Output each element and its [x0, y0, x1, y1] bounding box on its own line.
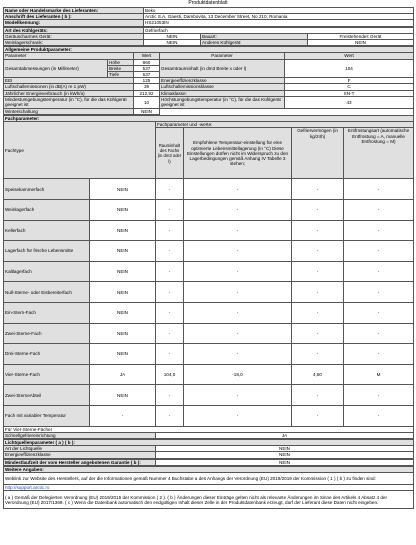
compartment-volume: -: [156, 200, 184, 221]
dimension-label: Tiefe: [108, 72, 134, 78]
compartment-freezing-capacity: -: [292, 200, 344, 221]
compartment-name: Drei-Sterne-Fach: [4, 344, 90, 365]
param-value: F: [285, 78, 414, 84]
param-value: 125: [134, 78, 160, 84]
dimension-value: 860: [134, 59, 160, 65]
param-value: 43: [285, 96, 414, 108]
param-row: [4, 96, 414, 108]
param-value: C: [285, 84, 414, 90]
compartment-freezing-capacity: -: [292, 323, 344, 344]
compartment-temperature: -: [184, 385, 292, 406]
device-row-value: NEIN: [144, 33, 201, 39]
compartment-heading: Fachparameter:: [4, 116, 414, 122]
compartment-defrost-type: -: [344, 241, 414, 262]
compartment-temperature: -: [184, 241, 292, 262]
compartment-row: [4, 303, 414, 324]
compartment-present: NEIN: [90, 261, 156, 282]
support-link[interactable]: http://support.arctic.ro: [5, 485, 50, 490]
col-parameter: Parameter: [160, 53, 285, 59]
compartment-present: NEIN: [90, 385, 156, 406]
model-label: Modellkennung:: [4, 20, 144, 26]
compartment-defrost-type: -: [344, 261, 414, 282]
device-row-value: NEIN: [144, 40, 201, 46]
compartment-defrost-type: -: [344, 385, 414, 406]
param-label: EEI: [4, 78, 134, 84]
compartment-name: Kellerfach: [4, 220, 90, 241]
compartment-present: -: [90, 405, 156, 426]
address-label: Anschrift des Lieferanten ( b ):: [4, 14, 144, 20]
compartment-volume: -: [156, 241, 184, 262]
dimension-value: 537: [134, 65, 160, 71]
compartment-temperature: -: [184, 220, 292, 241]
winter-switch-value: NEIN: [134, 108, 160, 114]
dimension-label: Breite: [108, 65, 134, 71]
compartment-present: JA: [90, 364, 156, 385]
compartment-freezing-capacity: -: [292, 344, 344, 365]
param-label: Mindestumgebungstemperatur (in °C), für die das Kühlgerät geeignet ist: [4, 96, 134, 108]
compartment-present: NEIN: [90, 220, 156, 241]
compartment-name: Null-Sterne- oder Eisbereiterfach: [4, 282, 90, 303]
light-type-label: Art der Lichtquelle: [4, 446, 156, 452]
compartment-row: [4, 364, 414, 385]
compartment-volume: -: [156, 303, 184, 324]
compartment-freezing-capacity: -: [292, 282, 344, 303]
winter-switch-label: Winterschaltung: [4, 108, 134, 114]
param-value: SN-T: [285, 90, 414, 96]
device-row-label: Bauart:: [201, 33, 308, 39]
compartment-row: [4, 179, 414, 200]
device-type-table: [3, 27, 414, 47]
compartment-present: NEIN: [90, 200, 156, 221]
col-defrost-type: Entfrostungsart (automatische Entfrostung = A, manuelle Entfrostung = M): [344, 128, 414, 179]
supplier-table: [3, 7, 414, 27]
compartment-freezing-capacity: -: [292, 179, 344, 200]
warranty-table: [3, 459, 414, 466]
compartment-freezing-capacity: -: [292, 303, 344, 324]
light-heading: Lichtquellenparameter ( a ) ( b ):: [4, 439, 414, 445]
notes-footnotes: ( a ) Gemäß der Delegierten Verordnung (EU) 2019/2015 der Kommission ( 2 ). ( b ) Änderungen dieser Einträge gelten nicht als relevante Änderungen im Sinne des Artikels 4 Absatz 4 der Verordnung (EU) 2017/1369. ( c ) Wenn die Datenbank automatisch den endgültigen Inhalt dieser Zelle in der Produktdatenbank erzeugt, darf der Lieferant diese Daten nicht eingeben.: [4, 491, 414, 509]
compartment-volume: -: [156, 344, 184, 365]
compartment-volume: -: [156, 323, 184, 344]
compartment-defrost-type: -: [344, 405, 414, 426]
param-value: 212,92: [134, 90, 160, 96]
volume-value: 104: [285, 59, 414, 78]
param-label: Klimaklasse:: [160, 90, 285, 96]
compartment-present: NEIN: [90, 303, 156, 324]
compartment-defrost-type: -: [344, 179, 414, 200]
compartment-row: [4, 241, 414, 262]
compartment-present: NEIN: [90, 282, 156, 303]
compartment-name: Lagerfach für frische Lebensmitte: [4, 241, 90, 262]
param-label: Luftschallemissionsklasse: [160, 84, 285, 90]
compartment-defrost-type: -: [344, 282, 414, 303]
device-row-value: NEIN: [308, 40, 414, 46]
compartment-volume: -: [156, 220, 184, 241]
compartment-present: NEIN: [90, 344, 156, 365]
notes-heading: Weitere Angaben:: [4, 466, 414, 472]
compartment-row: [4, 220, 414, 241]
model-value: HS21053IN: [144, 20, 414, 26]
sheet-title: Produktdatenblatt: [188, 0, 228, 6]
compartment-temperature: -: [184, 323, 292, 344]
compartment-row: [4, 200, 414, 221]
compartment-present: NEIN: [90, 179, 156, 200]
brand-label: Name oder Handelsmarke des Lieferanten:: [4, 8, 144, 14]
col-parameter: Parameter: [4, 53, 134, 59]
notes-weblink-text: Weblink zur Website des Herstellers, auf der die Informationen gemäß Nummer 4 Buchstabe a des Anhangs der Verordnung (EU) 2019/2019 der Kommission ( 1 ) ( b ) zu finden sind:: [4, 473, 414, 485]
compartment-present: NEIN: [90, 323, 156, 344]
warranty-label: Mindestlaufzeit der vom Hersteller angebotenen Garantie ( b ):: [4, 459, 156, 465]
volume-label: Gesamtrauminhalt (in dm3 Breite x oder l): [160, 59, 285, 78]
general-heading: Allgemeine Produktparameter:: [4, 47, 414, 53]
compartment-freezing-capacity: 4,80: [292, 364, 344, 385]
col-compartment-type: Fachtype: [4, 122, 156, 179]
compartment-volume: -: [156, 385, 184, 406]
col-freezing-capacity: Gefriervermögen (in kg/24h): [292, 128, 344, 179]
general-parameters-table: [3, 46, 414, 115]
product-data-sheet: [3, 0, 413, 509]
compartment-name: Ein-Stern-Fach: [4, 303, 90, 324]
compartment-temperature: -: [184, 405, 292, 426]
col-volume: Rauminhalt des Fachs (in dm3 oder l): [156, 128, 184, 179]
compartment-table: [3, 115, 414, 439]
device-type-value: Gefrierfach: [144, 27, 414, 33]
compartment-name: Speisekammerfach: [4, 179, 90, 200]
compartment-volume: -: [156, 261, 184, 282]
compartment-temperature: -: [184, 261, 292, 282]
compartment-row: [4, 261, 414, 282]
compartment-freezing-capacity: -: [292, 385, 344, 406]
compartment-temperature: -: [184, 282, 292, 303]
notes-table: [3, 466, 414, 509]
compartment-volume: -: [156, 405, 184, 426]
compartment-freezing-capacity: -: [292, 405, 344, 426]
compartment-temperature: -: [184, 200, 292, 221]
compartment-row: [4, 385, 414, 406]
compartment-name: Zwei-SterneAbteil: [4, 385, 90, 406]
col-temperature: Empfohlene Temperatur-einstellung für eine optimierte Lebensmittellagerung (in °C) Diese Einstellungen dürfen nicht im Widerspruch zu den Lagerbedingungen gemäß Anhang IV Tabelle 3 stehen;: [184, 128, 292, 179]
param-value: 10: [134, 96, 160, 108]
light-class-label: Energieeffizienzklasse: [4, 452, 156, 458]
param-label: Höchstumgebungstemperatur (in °C), für die das Kühlgerät geeignet ist: [160, 96, 285, 108]
compartment-temperature: -: [184, 344, 292, 365]
compartment-group-header: Fachparameter und -werte:: [156, 122, 414, 128]
compartment-name: Zwei-Sterne-Fach: [4, 323, 90, 344]
compartment-name: Kaltlagerfach: [4, 261, 90, 282]
light-source-table: [3, 439, 414, 459]
warranty-value: NEIN: [156, 459, 414, 465]
quick-freeze-value: JA: [156, 432, 414, 438]
compartment-temperature: -: [184, 303, 292, 324]
dimension-label: Höhe: [108, 59, 134, 65]
compartment-defrost-type: -: [344, 220, 414, 241]
dimensions-label: Gesamtabmessungen (in Millimeter): [4, 59, 108, 78]
compartment-present: NEIN: [90, 241, 156, 262]
compartment-defrost-type: -: [344, 323, 414, 344]
four-star-label: Für Vier-Sterne-Fächer: [4, 426, 414, 432]
compartment-temperature: -: [184, 179, 292, 200]
compartment-row: [4, 344, 414, 365]
col-value: Wert: [285, 53, 414, 59]
compartment-row: [4, 282, 414, 303]
compartment-defrost-type: -: [344, 303, 414, 324]
device-row-value: Freistehendes Gerät: [308, 33, 414, 39]
compartment-freezing-capacity: -: [292, 241, 344, 262]
param-label: Jährlicher Energieverbrauch (in kWh/a): [4, 90, 134, 96]
compartment-freezing-capacity: -: [292, 261, 344, 282]
col-value: Wert: [134, 53, 160, 59]
compartment-volume: 104,0: [156, 364, 184, 385]
compartment-volume: -: [156, 179, 184, 200]
compartment-defrost-type: -: [344, 200, 414, 221]
compartment-defrost-type: M: [344, 364, 414, 385]
compartment-defrost-type: -: [344, 344, 414, 365]
quick-freeze-label: Schnellgefriereinrichtung: [4, 432, 156, 438]
compartment-freezing-capacity: -: [292, 220, 344, 241]
compartment-row: [4, 323, 414, 344]
compartment-name: Fach mit variabler Temperatur: [4, 405, 90, 426]
compartment-volume: -: [156, 282, 184, 303]
compartment-name: Weinlagerfach: [4, 200, 90, 221]
dimension-value: 537: [134, 72, 160, 78]
light-type-value: NEIN: [156, 446, 414, 452]
param-label: Luftschallemissionen (in dB(A) re 1 pW): [4, 84, 134, 90]
device-row-label: Geräuscharmes Gerät:: [4, 33, 144, 39]
device-row-label: Weinlagerschrank:: [4, 40, 144, 46]
address-value: Arctic S.A. Gaesti, Dambovita, 13 December Street, No 210, Romania: [144, 14, 414, 20]
compartment-temperature: -18,0: [184, 364, 292, 385]
compartment-name: Vier-Sterne-Fach: [4, 364, 90, 385]
device-row: [4, 40, 414, 46]
brand-value: Beko: [144, 8, 414, 14]
compartment-row: [4, 405, 414, 426]
device-type-label: Art des Kühlgeräts:: [4, 27, 144, 33]
device-row-label: Anderes Kühlgerät:: [201, 40, 308, 46]
light-class-value: NEIN: [156, 452, 414, 458]
param-value: 39: [134, 84, 160, 90]
param-label: Energieeffizienzklasse: [160, 78, 285, 84]
